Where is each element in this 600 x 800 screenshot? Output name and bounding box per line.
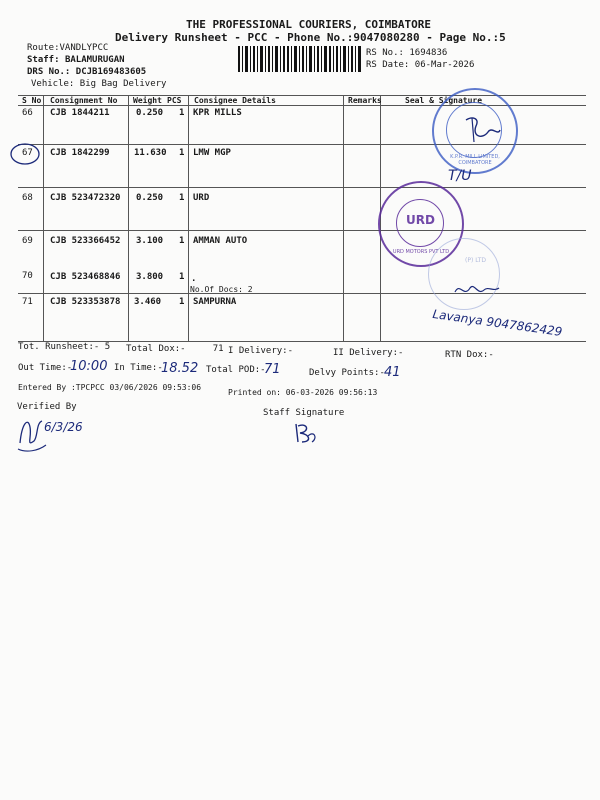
- row71-signature: Lavanya 9047862429: [431, 306, 564, 340]
- row-rule: [18, 230, 586, 231]
- ii-delivery: II Delivery:-: [333, 348, 404, 358]
- row-consignee: .: [191, 274, 197, 284]
- col-header-remarks: Remarks: [348, 96, 382, 105]
- row-pcs: 1: [179, 297, 185, 307]
- column-rule: [128, 95, 129, 342]
- route-line: [27, 43, 108, 53]
- row-pcs: 1: [179, 272, 185, 282]
- delvy-points-label: Delvy Points:-: [309, 368, 385, 378]
- column-rule: [188, 95, 189, 342]
- row-consignee: LMW MGP: [193, 148, 231, 158]
- row-pcs: 1: [179, 236, 185, 246]
- row-weight: 3.100: [136, 236, 164, 246]
- staff-signature-icon: [290, 420, 320, 446]
- row-sno: 66: [22, 108, 33, 118]
- rs-no-line: [366, 48, 447, 58]
- col-header-pcs: PCS: [167, 96, 182, 105]
- route-value: VANDLYPCC: [59, 43, 109, 53]
- rtn-dox: RTN Dox:-: [445, 350, 494, 360]
- printed-on: Printed on: 06-03-2026 09:56:13: [228, 388, 378, 397]
- delvy-points-value: 41: [384, 365, 401, 380]
- rs-no-value: 1694836: [409, 48, 448, 58]
- row-weight: 11.630: [134, 148, 167, 158]
- tot-runsheet-value: 5: [104, 342, 111, 352]
- vehicle-label: Vehicle:: [31, 79, 75, 89]
- staff-line: [27, 55, 125, 65]
- rs-date-value: 06-Mar-2026: [414, 60, 475, 70]
- kpr-stamp-text: K.P.R. MILL LIMITED, COIMBATORE: [450, 154, 500, 166]
- in-time-label: In Time:-: [114, 363, 163, 373]
- col-header-consignment: Consignment No: [50, 96, 118, 105]
- row-consignment: CJB 523468846: [50, 272, 121, 282]
- urd-stamp-center: URD: [406, 213, 435, 227]
- col-header-seal: Seal & Signature: [405, 96, 483, 105]
- in-time-value: 18.52: [161, 361, 199, 376]
- i-delivery: I Delivery:-: [228, 346, 294, 356]
- barcode: [238, 46, 362, 72]
- drs-label: DRS No.:: [27, 67, 71, 77]
- drs-line: [27, 67, 146, 77]
- verified-by-label: Verified By: [17, 402, 77, 412]
- total-dox-label: Total Dox:-: [126, 344, 186, 354]
- route-label: Route:: [27, 43, 60, 53]
- col-header-weight: Weight: [133, 96, 162, 105]
- staff-label: Staff:: [27, 55, 60, 65]
- row-sno: 67: [22, 148, 33, 158]
- row70-signature-icon: [452, 278, 502, 300]
- total-dox-value: 71: [212, 344, 224, 354]
- row-consignee: AMMAN AUTO: [193, 236, 248, 246]
- vehicle-value: Big Bag Delivery: [79, 79, 167, 89]
- drs-value: DCJB169483605: [75, 67, 147, 77]
- tot-runsheet: [18, 342, 110, 352]
- rs-date-label: RS Date:: [366, 60, 410, 70]
- company-name: THE PROFESSIONAL COURIERS, COIMBATORE: [186, 18, 432, 31]
- kpr-signature-icon: [462, 114, 502, 146]
- total-pod-label: Total POD:-: [206, 365, 266, 375]
- faint-stamp-text: (P) LTD: [465, 257, 487, 264]
- urd-stamp-text: URD MOTORS PVT LTD: [392, 249, 450, 255]
- tot-runsheet-label: Tot. Runsheet:-: [18, 342, 100, 352]
- rs-date-line: [366, 60, 474, 70]
- rs-no-label: RS No.:: [366, 48, 404, 58]
- row-consignment: CJB 1844211: [50, 108, 110, 118]
- column-rule: [343, 95, 344, 342]
- row-sno: 69: [22, 236, 33, 246]
- row-no-of-docs: No.Of Docs: 2: [190, 285, 253, 294]
- row-consignment: CJB 523353878: [50, 297, 121, 307]
- total-pod-value: 71: [264, 362, 281, 377]
- tlu-note: T/U: [448, 168, 472, 184]
- handwritten-circle-icon: [8, 141, 42, 167]
- out-time-label: Out Time:-: [18, 363, 73, 373]
- out-time-value: 10:00: [70, 359, 108, 374]
- row-consignee: URD: [193, 193, 210, 203]
- row-rule: [18, 187, 586, 188]
- staff-signature-label: Staff Signature: [263, 408, 345, 418]
- row-consignee: KPR MILLS: [193, 108, 242, 118]
- row-consignment: CJB 523472320: [50, 193, 121, 203]
- total-dox: [126, 344, 224, 354]
- col-header-consignee: Consignee Details: [194, 96, 276, 105]
- row-sno: 68: [22, 193, 33, 203]
- row-sno: 70: [22, 271, 33, 281]
- column-rule: [43, 95, 44, 342]
- runsheet-title: Delivery Runsheet - PCC - Phone No.:9047080280 - Page No.:5: [115, 31, 506, 44]
- row-consignee: SAMPURNA: [193, 297, 237, 307]
- row-consignment: CJB 1842299: [50, 148, 110, 158]
- row-weight: 3.460: [134, 297, 162, 307]
- row-sno: 71: [22, 297, 33, 307]
- verified-date: 6/3/26: [44, 420, 83, 434]
- entered-by: Entered By :TPCPCC 03/06/2026 09:53:06: [18, 383, 202, 392]
- row-weight: 3.800: [136, 272, 164, 282]
- staff-value: BALAMURUGAN: [64, 55, 125, 65]
- vehicle-line: [31, 79, 166, 89]
- col-header-sno: S No: [22, 96, 42, 105]
- row-consignment: CJB 523366452: [50, 236, 121, 246]
- row-pcs: 1: [179, 193, 185, 203]
- row-weight: 0.250: [136, 193, 164, 203]
- row-pcs: 1: [179, 148, 185, 158]
- row-pcs: 1: [179, 108, 185, 118]
- row-weight: 0.250: [136, 108, 164, 118]
